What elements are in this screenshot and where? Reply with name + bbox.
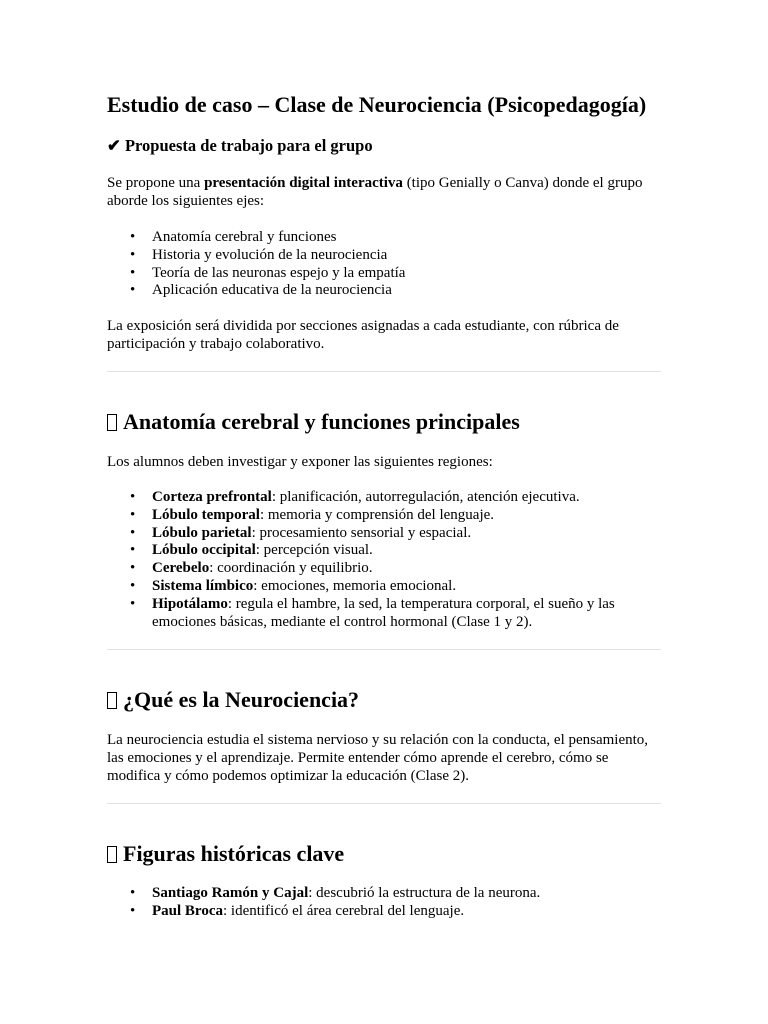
list-item: • Hipotálamo: regula el hambre, la sed, la temperatura corporal, el sueño y las emociones básicas, mediante el control hormonal (Clase 1 y 2). (107, 596, 661, 632)
list-item: • Lóbulo occipital: percepción visual. (107, 542, 661, 560)
what-is-heading-text: ¿Qué es la Neurociencia? (123, 687, 360, 712)
proposal-heading (107, 136, 373, 156)
anatomy-heading (107, 409, 520, 435)
list-item: • Cerebelo: coordinación y equilibrio. (107, 560, 661, 578)
anatomy-regions-list (107, 489, 661, 631)
list-item: • Anatomía cerebral y funciones (107, 229, 661, 247)
what-is-body: La neurociencia estudia el sistema nervioso y su relación con la conducta, el pensamiento, las emociones y el aprendizaje. Permite entender cómo aprende el cerebro, cómo se modifica y cómo podemos optimizar la educación (Clase 2). (107, 732, 649, 784)
figures-heading-text: Figuras históricas clave (123, 841, 345, 866)
proposal-intro: Se propone una presentación digital interactiva (tipo Genially o Canva) donde el grupo aborde los siguientes ejes: (107, 175, 643, 209)
divider (107, 803, 661, 804)
missing-glyph-box-icon (107, 846, 117, 863)
missing-glyph-box-icon (107, 692, 117, 709)
list-item: • Aplicación educativa de la neurociencia (107, 282, 661, 300)
divider (107, 371, 661, 372)
proposal-intro-bold: presentación digital interactiva (204, 175, 403, 191)
proposal-axes-list (107, 229, 661, 300)
page-title: Estudio de caso – Clase de Neurociencia (Psicopedagogía) (107, 92, 647, 117)
list-item: • Lóbulo temporal: memoria y comprensión del lenguaje. (107, 507, 661, 525)
list-item: • Historia y evolución de la neurociencia (107, 247, 661, 265)
anatomy-heading-text: Anatomía cerebral y funciones principales (123, 409, 520, 434)
list-item: • Teoría de las neuronas espejo y la empatía (107, 265, 661, 283)
proposal-closing: La exposición será dividida por secciones asignadas a cada estudiante, con rúbrica de participación y trabajo colaborativo. (107, 318, 619, 352)
what-is-heading (107, 687, 359, 713)
missing-glyph-box-icon (107, 414, 117, 431)
checkmark-icon: ✔ (107, 136, 121, 155)
list-item: • Sistema límbico: emociones, memoria emocional. (107, 578, 661, 596)
figures-list (107, 885, 661, 921)
proposal-heading-text: Propuesta de trabajo para el grupo (124, 136, 373, 155)
figures-heading (107, 841, 344, 867)
divider (107, 649, 661, 650)
list-item: • Lóbulo parietal: procesamiento sensorial y espacial. (107, 525, 661, 543)
list-item: • Paul Broca: identificó el área cerebral del lenguaje. (107, 903, 661, 921)
list-item: • Corteza prefrontal: planificación, autorregulación, atención ejecutiva. (107, 489, 661, 507)
list-item: • Santiago Ramón y Cajal: descubrió la estructura de la neurona. (107, 885, 661, 903)
anatomy-intro: Los alumnos deben investigar y exponer las siguientes regiones: (107, 454, 493, 470)
